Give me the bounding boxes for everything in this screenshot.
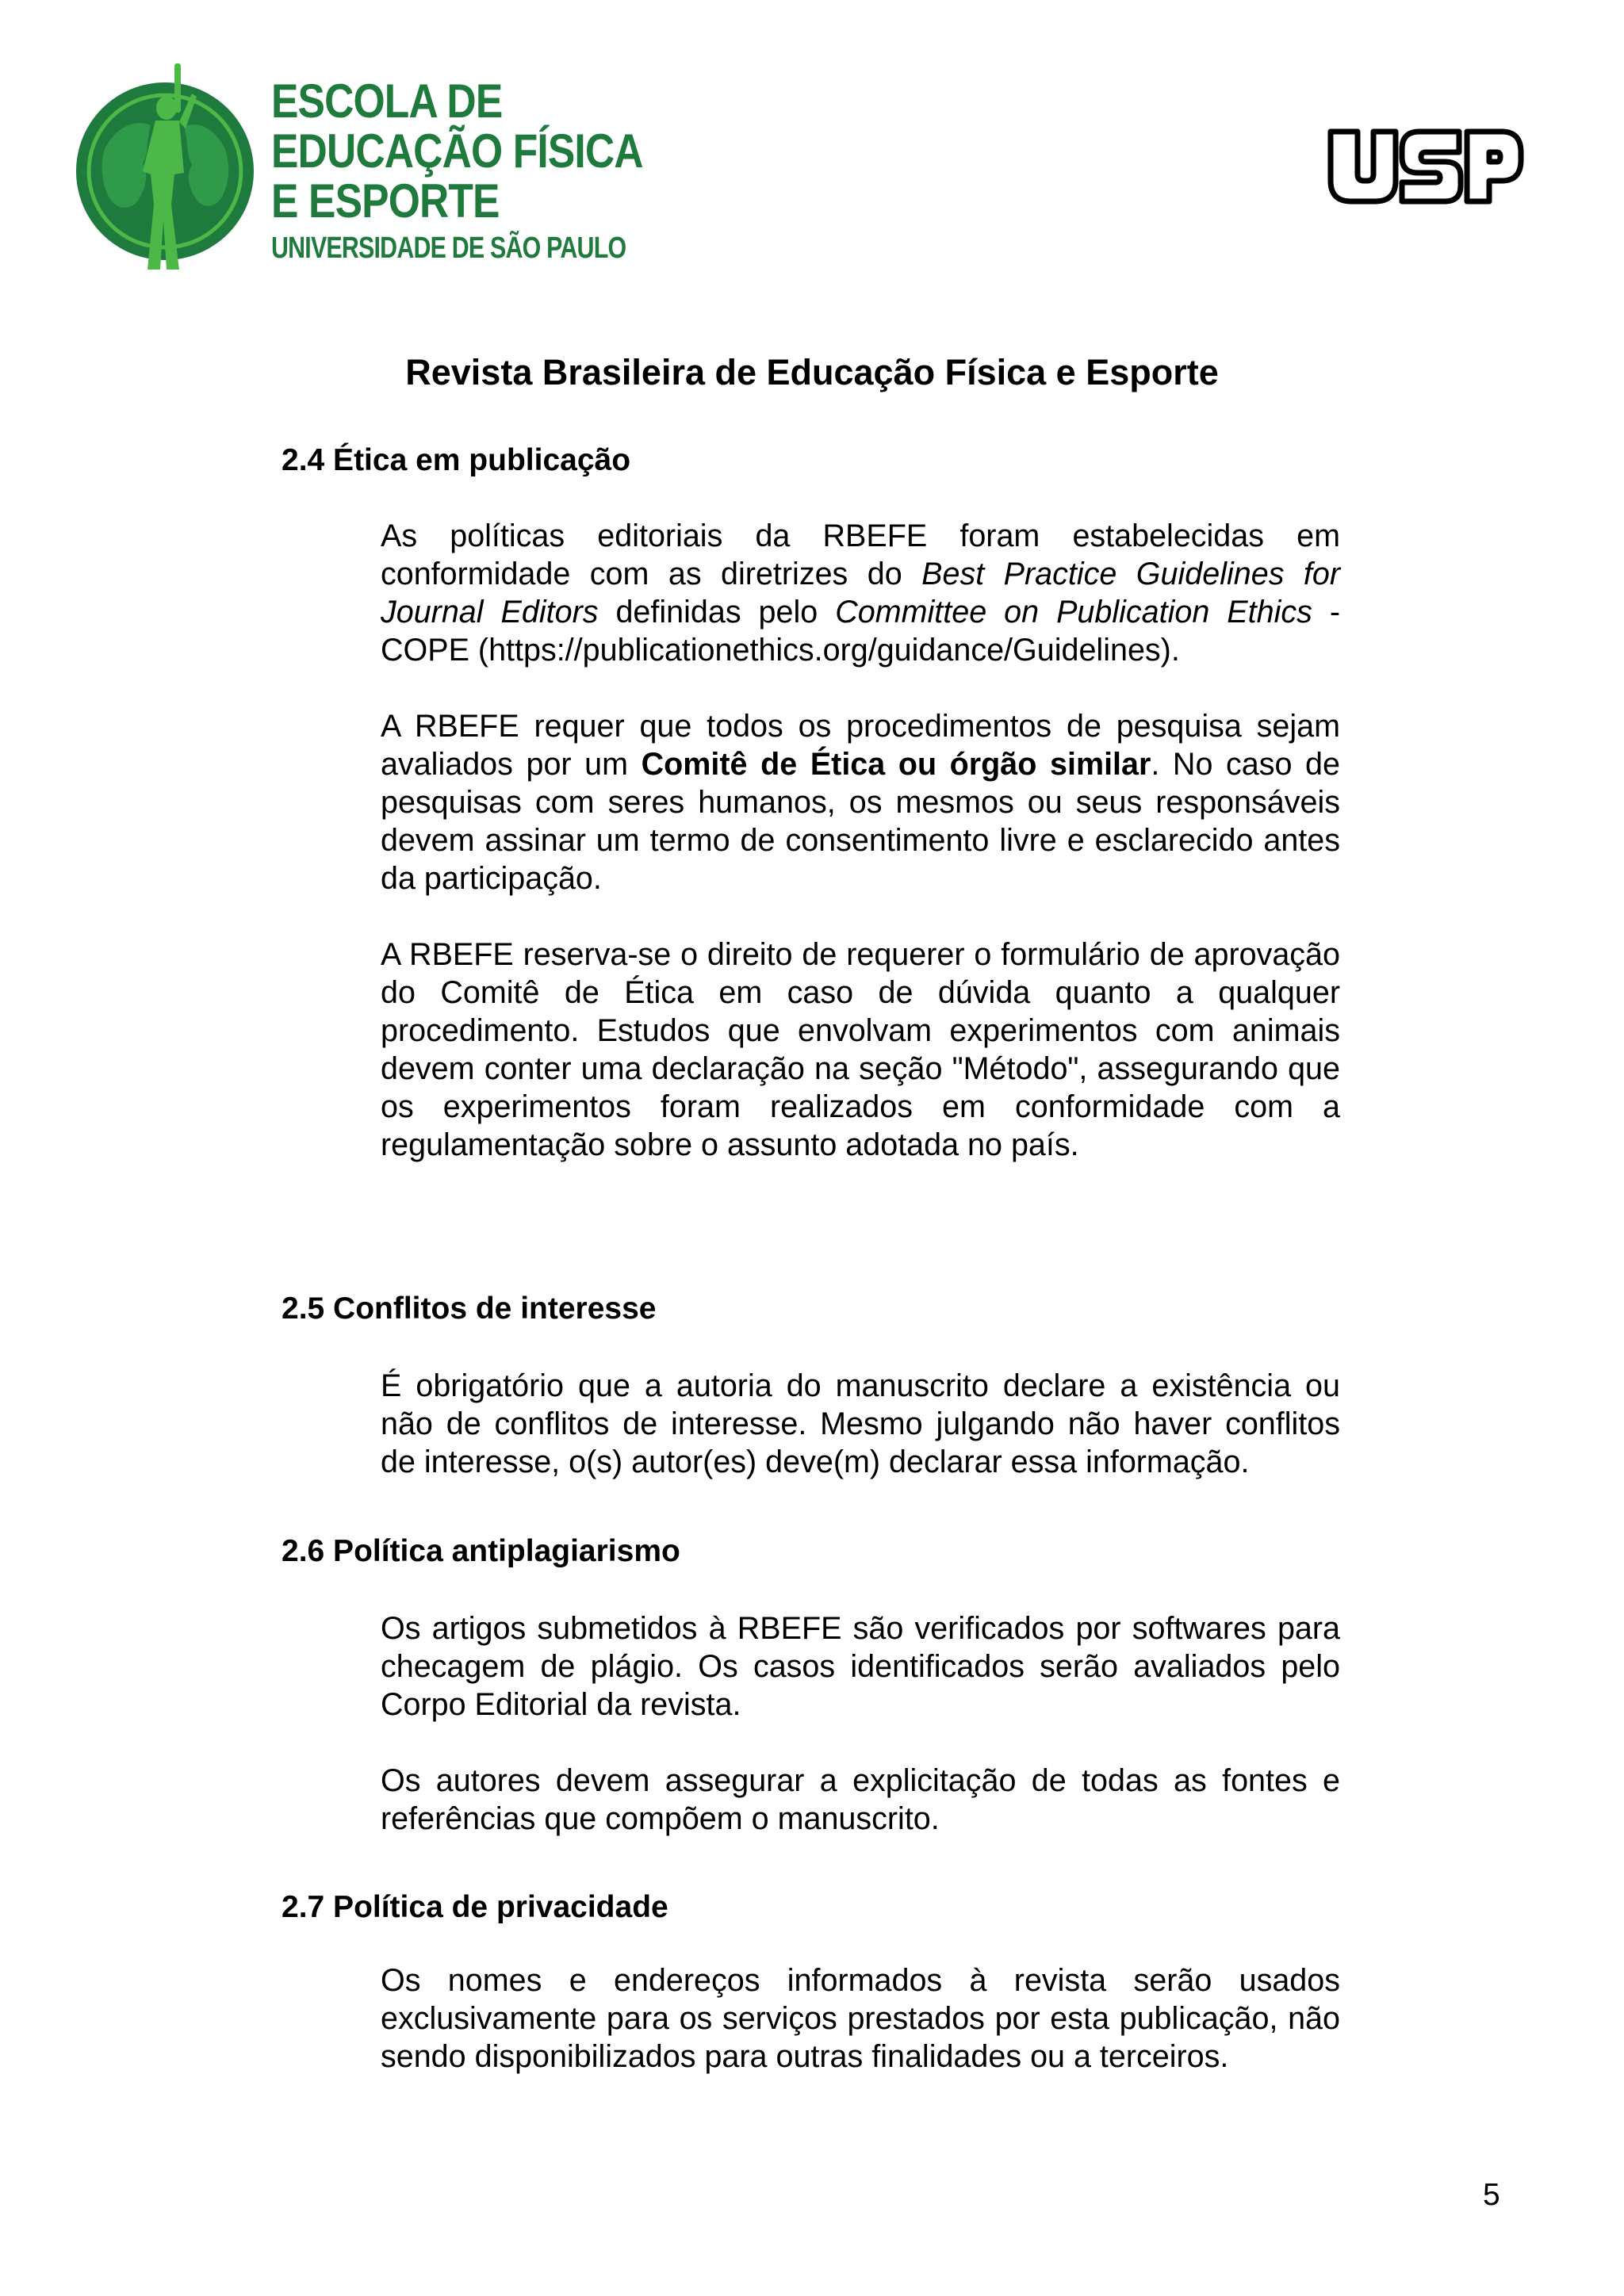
logo-line-4: UNIVERSIDADE DE SÃO PAULO	[271, 232, 626, 265]
logo-line-3: E ESPORTE	[271, 174, 500, 228]
eefe-emblem-icon	[73, 62, 263, 276]
logo-line-2: EDUCAÇÃO FÍSICA	[271, 124, 643, 178]
paragraph-ethics-guidelines	[381, 517, 1340, 669]
section-heading-2-4: 2.4 Ética em publicação	[282, 443, 631, 477]
paragraph-ethics-committee	[381, 707, 1340, 897]
text-run: . No caso de pesquisas com seres humanos, os mesmos ou seus responsáveis devem assinar um termo de consentimento livre e esclarecido antes da participação.	[381, 747, 1340, 896]
bold-committee-text: Comitê de Ética ou órgão similar	[641, 747, 1151, 782]
paragraph-conflicts: É obrigatório que a autoria do manuscrito declare a existência ou não de conflitos de interesse. Mesmo julgando não haver conflitos de interesse, o(s) autor(es) deve(m) declarar essa informação.	[381, 1368, 1340, 1479]
section-heading-2-7: 2.7 Política de privacidade	[282, 1890, 668, 1924]
text-run: As políticas editoriais da RBEFE foram estabelecidas em conformidade com as diretrizes do	[381, 519, 1340, 591]
italic-committee-name: Committee on Publication Ethics	[835, 595, 1312, 629]
paragraph-sources: Os autores devem assegurar a explicitação de todas as fontes e referências que compõem o manuscrito.	[381, 1763, 1340, 1836]
section-heading-2-5: 2.5 Conflitos de interesse	[282, 1292, 657, 1326]
paragraph-privacy: Os nomes e endereços informados à revista serão usados exclusivamente para os serviços prestados por esta publicação, não sendo disponibilizados para outras finalidades ou a terceiros.	[381, 1963, 1340, 2074]
text-run: - COPE (https://publicationethics.org/guidance/Guidelines).	[381, 595, 1340, 668]
paragraph-plagiarism-check: Os artigos submetidos à RBEFE são verificados por softwares para checagem de plágio. Os casos identificados serão avaliados pelo Corpo Editorial da revista.	[381, 1611, 1340, 1722]
eefe-logo	[73, 62, 643, 276]
logo-line-1: ESCOLA DE	[271, 75, 503, 128]
page-number: 5	[1483, 2178, 1500, 2212]
text-run: A RBEFE requer que todos os procedimentos de pesquisa sejam avaliados por um	[381, 709, 1340, 782]
text-run: definidas pelo	[598, 595, 836, 629]
eefe-logo-text	[271, 75, 643, 266]
paragraph-approval-form: A RBEFE reserva-se o direito de requerer o formulário de aprovação do Comitê de Ética em caso de dúvida quanto a qualquer procedimento. Estudos que envolvam experimentos com animais devem conter uma declaração na seção "Método", assegurando que os experimentos foram realizados em conformidade com a regulamentação sobre o assunto adotada no país.	[381, 937, 1340, 1162]
usp-logo	[1326, 125, 1526, 208]
italic-guidelines-title: Best Practice Guidelines for Journal Editors	[381, 557, 1341, 629]
section-heading-2-6: 2.6 Política antiplagiarismo	[282, 1534, 680, 1568]
journal-title: Revista Brasileira de Educação Física e Esporte	[405, 352, 1219, 392]
